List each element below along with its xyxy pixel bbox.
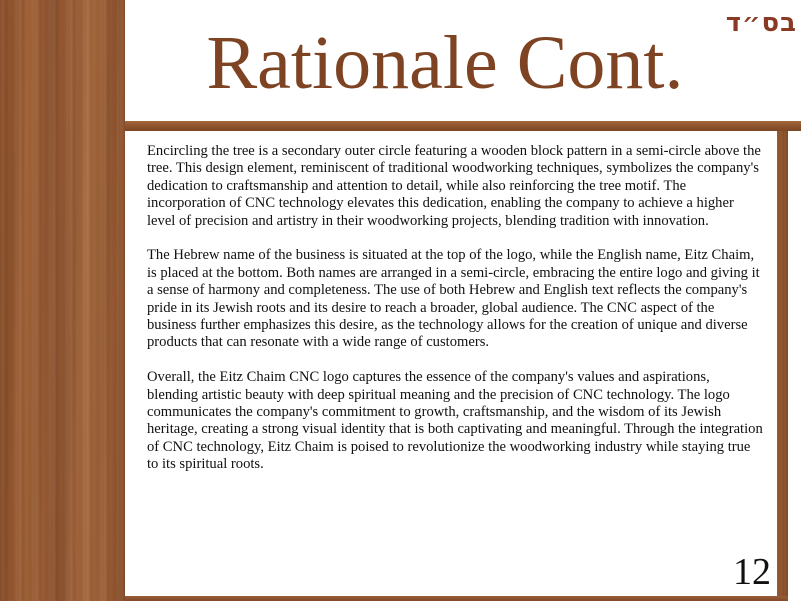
wood-panel-bottom bbox=[125, 596, 788, 601]
paragraph-1: Encircling the tree is a secondary outer circle featuring a wooden block pattern in a semi-circle above the tree. This design element, reminiscent of traditional woodworking techniques, symbolizes the company's dedication to craftsmanship and attention to detail, while also reinforcing the tree motif. The incorporation of CNC technology elevates this dedication, enabling the company to achieve a higher level of precision and artistry in their woodworking projects, blending tradition with innovation. bbox=[147, 143, 761, 229]
slide-title: Rationale Cont. bbox=[206, 21, 684, 105]
wood-panel-left bbox=[0, 0, 125, 601]
wood-divider-bar bbox=[125, 121, 801, 131]
page-number: 12 bbox=[733, 551, 771, 593]
paragraph-2: The Hebrew name of the business is situated at the top of the logo, while the English name, Eitz Chaim, is placed at the bottom. Both names are arranged in a semi-circle, embracing the entire logo and giving it a sense of harmony and completeness. The use of both Hebrew and English text reflects the company's pride in its Jewish roots and its desire to reach a broader, global audience. The CNC aspect of the business further emphasizes this desire, as the technology allows for the creation of unique and diverse products that can resonate with a wide range of customers. bbox=[147, 247, 760, 351]
wood-panel-right bbox=[777, 131, 788, 601]
hebrew-header-mark: בס״ד bbox=[725, 8, 797, 38]
body-text bbox=[147, 143, 763, 491]
paragraph-3: Overall, the Eitz Chaim CNC logo captures the essence of the company's values and aspirations, blending artistic beauty with deep spiritual meaning and the precision of CNC technology. The logo communicates the company's commitment to growth, craftsmanship, and the wisdom of its Jewish heritage, creating a strong visual identity that is both captivating and meaningful. Through the integration of CNC technology, Eitz Chaim is poised to revolutionize the woodworking industry while staying true to its spiritual roots. bbox=[147, 369, 763, 473]
